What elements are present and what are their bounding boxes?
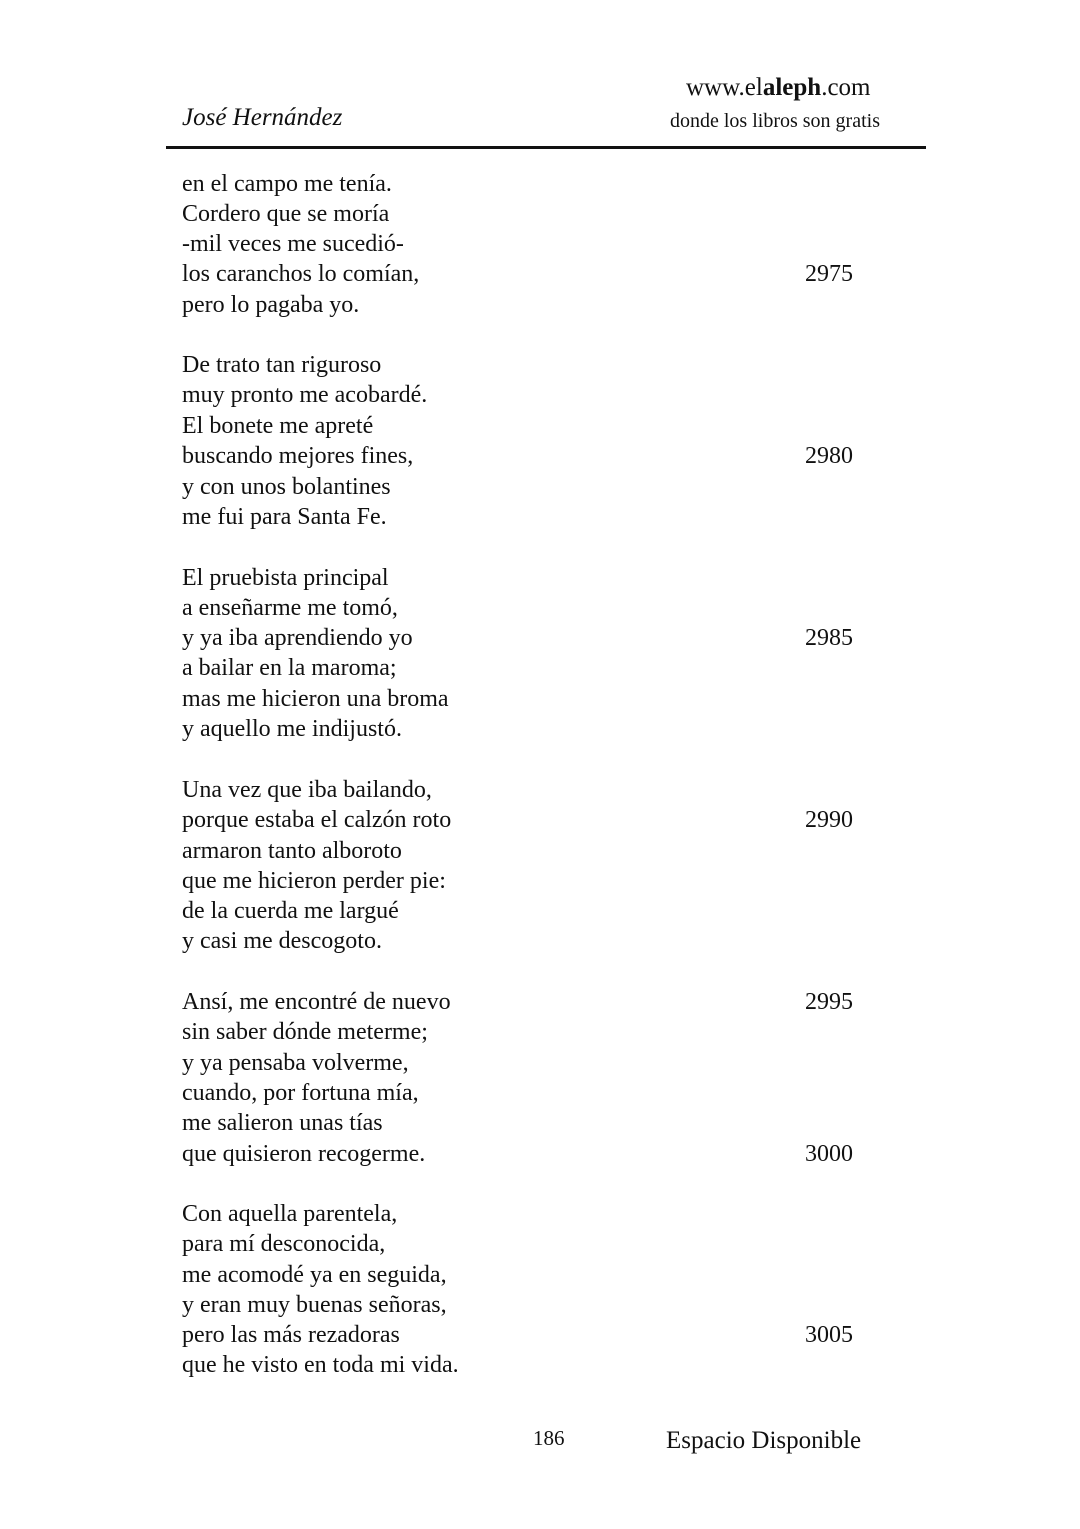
verse-line: De trato tan riguroso: [182, 352, 382, 378]
verse-line: mas me hicieron una broma: [182, 686, 449, 712]
verse-line: en el campo me tenía.: [182, 171, 392, 197]
line-number: 2990: [805, 807, 853, 833]
verse-line: que he visto en toda mi vida.: [182, 1352, 459, 1378]
verse-line: de la cuerda me largué: [182, 898, 399, 924]
verse-line: y eran muy buenas señoras,: [182, 1292, 447, 1318]
verse-line: y ya pensaba volverme,: [182, 1050, 409, 1076]
verse-line: que quisieron recogerme.: [182, 1141, 426, 1167]
verse-line: Ansí, me encontré de nuevo: [182, 989, 451, 1015]
line-number: 2975: [805, 261, 853, 287]
verse-line: para mí desconocida,: [182, 1231, 386, 1257]
site-url[interactable]: [686, 74, 871, 102]
page-number: 186: [533, 1426, 565, 1450]
line-number: 3000: [805, 1141, 853, 1167]
verse-line: me fui para Santa Fe.: [182, 504, 387, 530]
verse-line: cuando, por fortuna mía,: [182, 1080, 419, 1106]
header-divider: [166, 146, 926, 149]
verse-line: y aquello me indijustó.: [182, 716, 402, 742]
line-number: 2985: [805, 625, 853, 651]
verse-line: buscando mejores fines,: [182, 443, 414, 469]
verse-line: a enseñarme me tomó,: [182, 595, 398, 621]
verse-line: me salieron unas tías: [182, 1110, 383, 1136]
verse-line: sin saber dónde meterme;: [182, 1019, 428, 1045]
verse-line: pero las más rezadoras: [182, 1322, 400, 1348]
verse-line: armaron tanto alboroto: [182, 838, 402, 864]
verse-line: -mil veces me sucedió-: [182, 231, 404, 257]
site-url-prefix: www.el: [686, 74, 763, 101]
verse-line: pero lo pagaba yo.: [182, 292, 360, 318]
footer-label: Espacio Disponible: [666, 1427, 862, 1454]
verse-line: me acomodé ya en seguida,: [182, 1262, 447, 1288]
verse-line: El bonete me apreté: [182, 413, 374, 439]
verse-line: y ya iba aprendiendo yo: [182, 625, 413, 651]
verse-line: los caranchos lo comían,: [182, 261, 420, 287]
verse-line: porque estaba el calzón roto: [182, 807, 452, 833]
verse-line: Con aquella parentela,: [182, 1201, 398, 1227]
line-number: 2980: [805, 443, 853, 469]
site-tagline: donde los libros son gratis: [670, 110, 880, 132]
site-url-bold: aleph: [762, 74, 822, 101]
line-number: 3005: [805, 1322, 853, 1348]
line-number: 2995: [805, 989, 853, 1015]
verse-line: Una vez que iba bailando,: [182, 777, 432, 803]
site-url-suffix: .com: [821, 74, 871, 101]
author-name: José Hernández: [182, 104, 343, 131]
verse-line: Cordero que se moría: [182, 201, 390, 227]
verse-line: El pruebista principal: [182, 565, 389, 591]
verse-line: muy pronto me acobardé.: [182, 382, 428, 408]
verse-line: y casi me descogoto.: [182, 928, 382, 954]
verse-line: y con unos bolantines: [182, 474, 391, 500]
verse-line: que me hicieron perder pie:: [182, 868, 446, 894]
verse-line: a bailar en la maroma;: [182, 655, 397, 681]
